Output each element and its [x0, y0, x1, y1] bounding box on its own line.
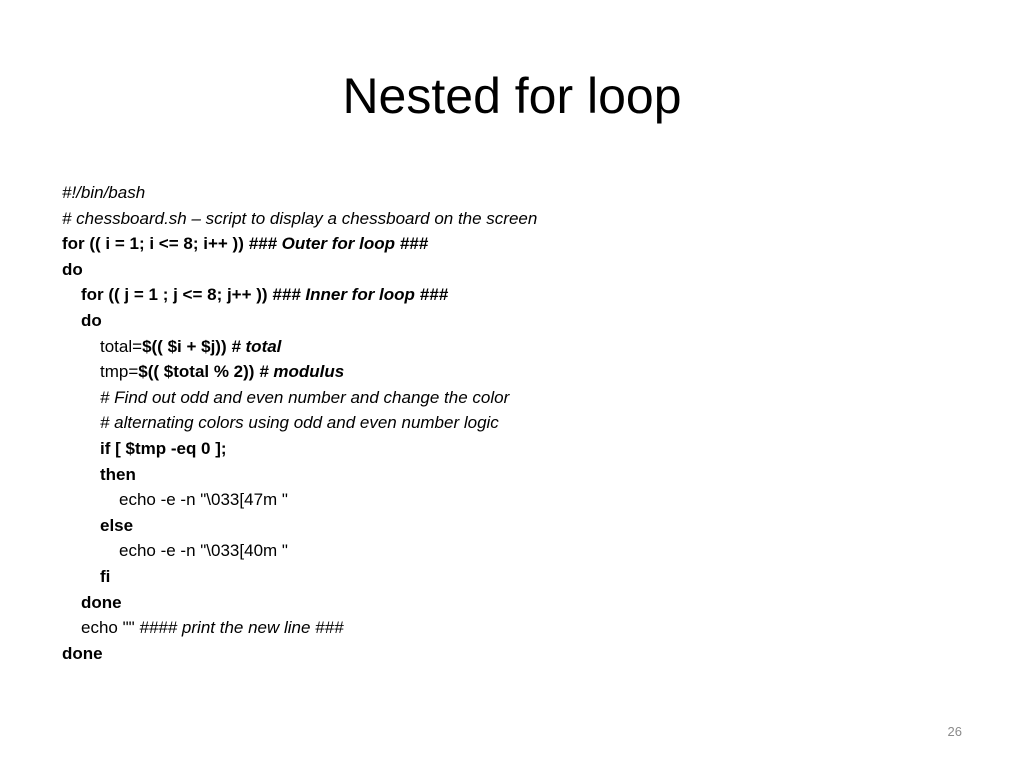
echo-newline-comment: #### print the new line ###: [134, 618, 344, 638]
comment-alternating-line: # alternating colors using odd and even number logic: [100, 413, 499, 433]
outer-for-line: [62, 231, 982, 257]
tmp-comment: # modulus: [254, 362, 345, 382]
then-line: then: [100, 464, 136, 484]
fi-line: fi: [100, 566, 111, 586]
echo-newline-line: [62, 615, 982, 641]
outer-do-line: do: [62, 259, 83, 279]
inner-for-statement: for (( j = 1 ; j <= 8; j++ )): [81, 285, 268, 305]
outer-done-line: done: [62, 643, 103, 663]
comment-odd-even-line: # Find out odd and even number and change the color: [100, 387, 510, 407]
echo-black-line: echo -e -n "\033[40m ": [119, 541, 288, 561]
tmp-variable: tmp=: [100, 362, 139, 382]
echo-newline-statement: echo "": [81, 618, 135, 638]
tmp-line: [62, 359, 982, 385]
inner-done-line: done: [81, 592, 122, 612]
inner-do-line: do: [81, 310, 102, 330]
echo-white-line: echo -e -n "\033[47m ": [119, 490, 288, 510]
total-variable: total=: [100, 336, 143, 356]
shebang-line: #!/bin/bash: [62, 183, 146, 202]
code-listing: [62, 180, 982, 666]
inner-for-line: [62, 282, 982, 308]
total-expression: $(( $i + $j)): [142, 336, 227, 356]
total-comment: # total: [226, 336, 282, 356]
slide-title: Nested for loop: [342, 68, 682, 124]
comment-header-line: # chessboard.sh – script to display a chessboard on the screen: [62, 208, 538, 228]
total-line: [62, 334, 982, 360]
else-line: else: [100, 515, 134, 535]
if-line: if [ $tmp -eq 0 ];: [100, 438, 227, 458]
slide-number: 26: [947, 724, 962, 739]
tmp-expression: $(( $total % 2)): [138, 362, 255, 382]
outer-for-statement: for (( i = 1; i <= 8; i++ )): [62, 234, 244, 254]
inner-for-comment: ### Inner for loop ###: [267, 285, 449, 305]
outer-for-comment: ### Outer for loop ###: [243, 234, 429, 254]
